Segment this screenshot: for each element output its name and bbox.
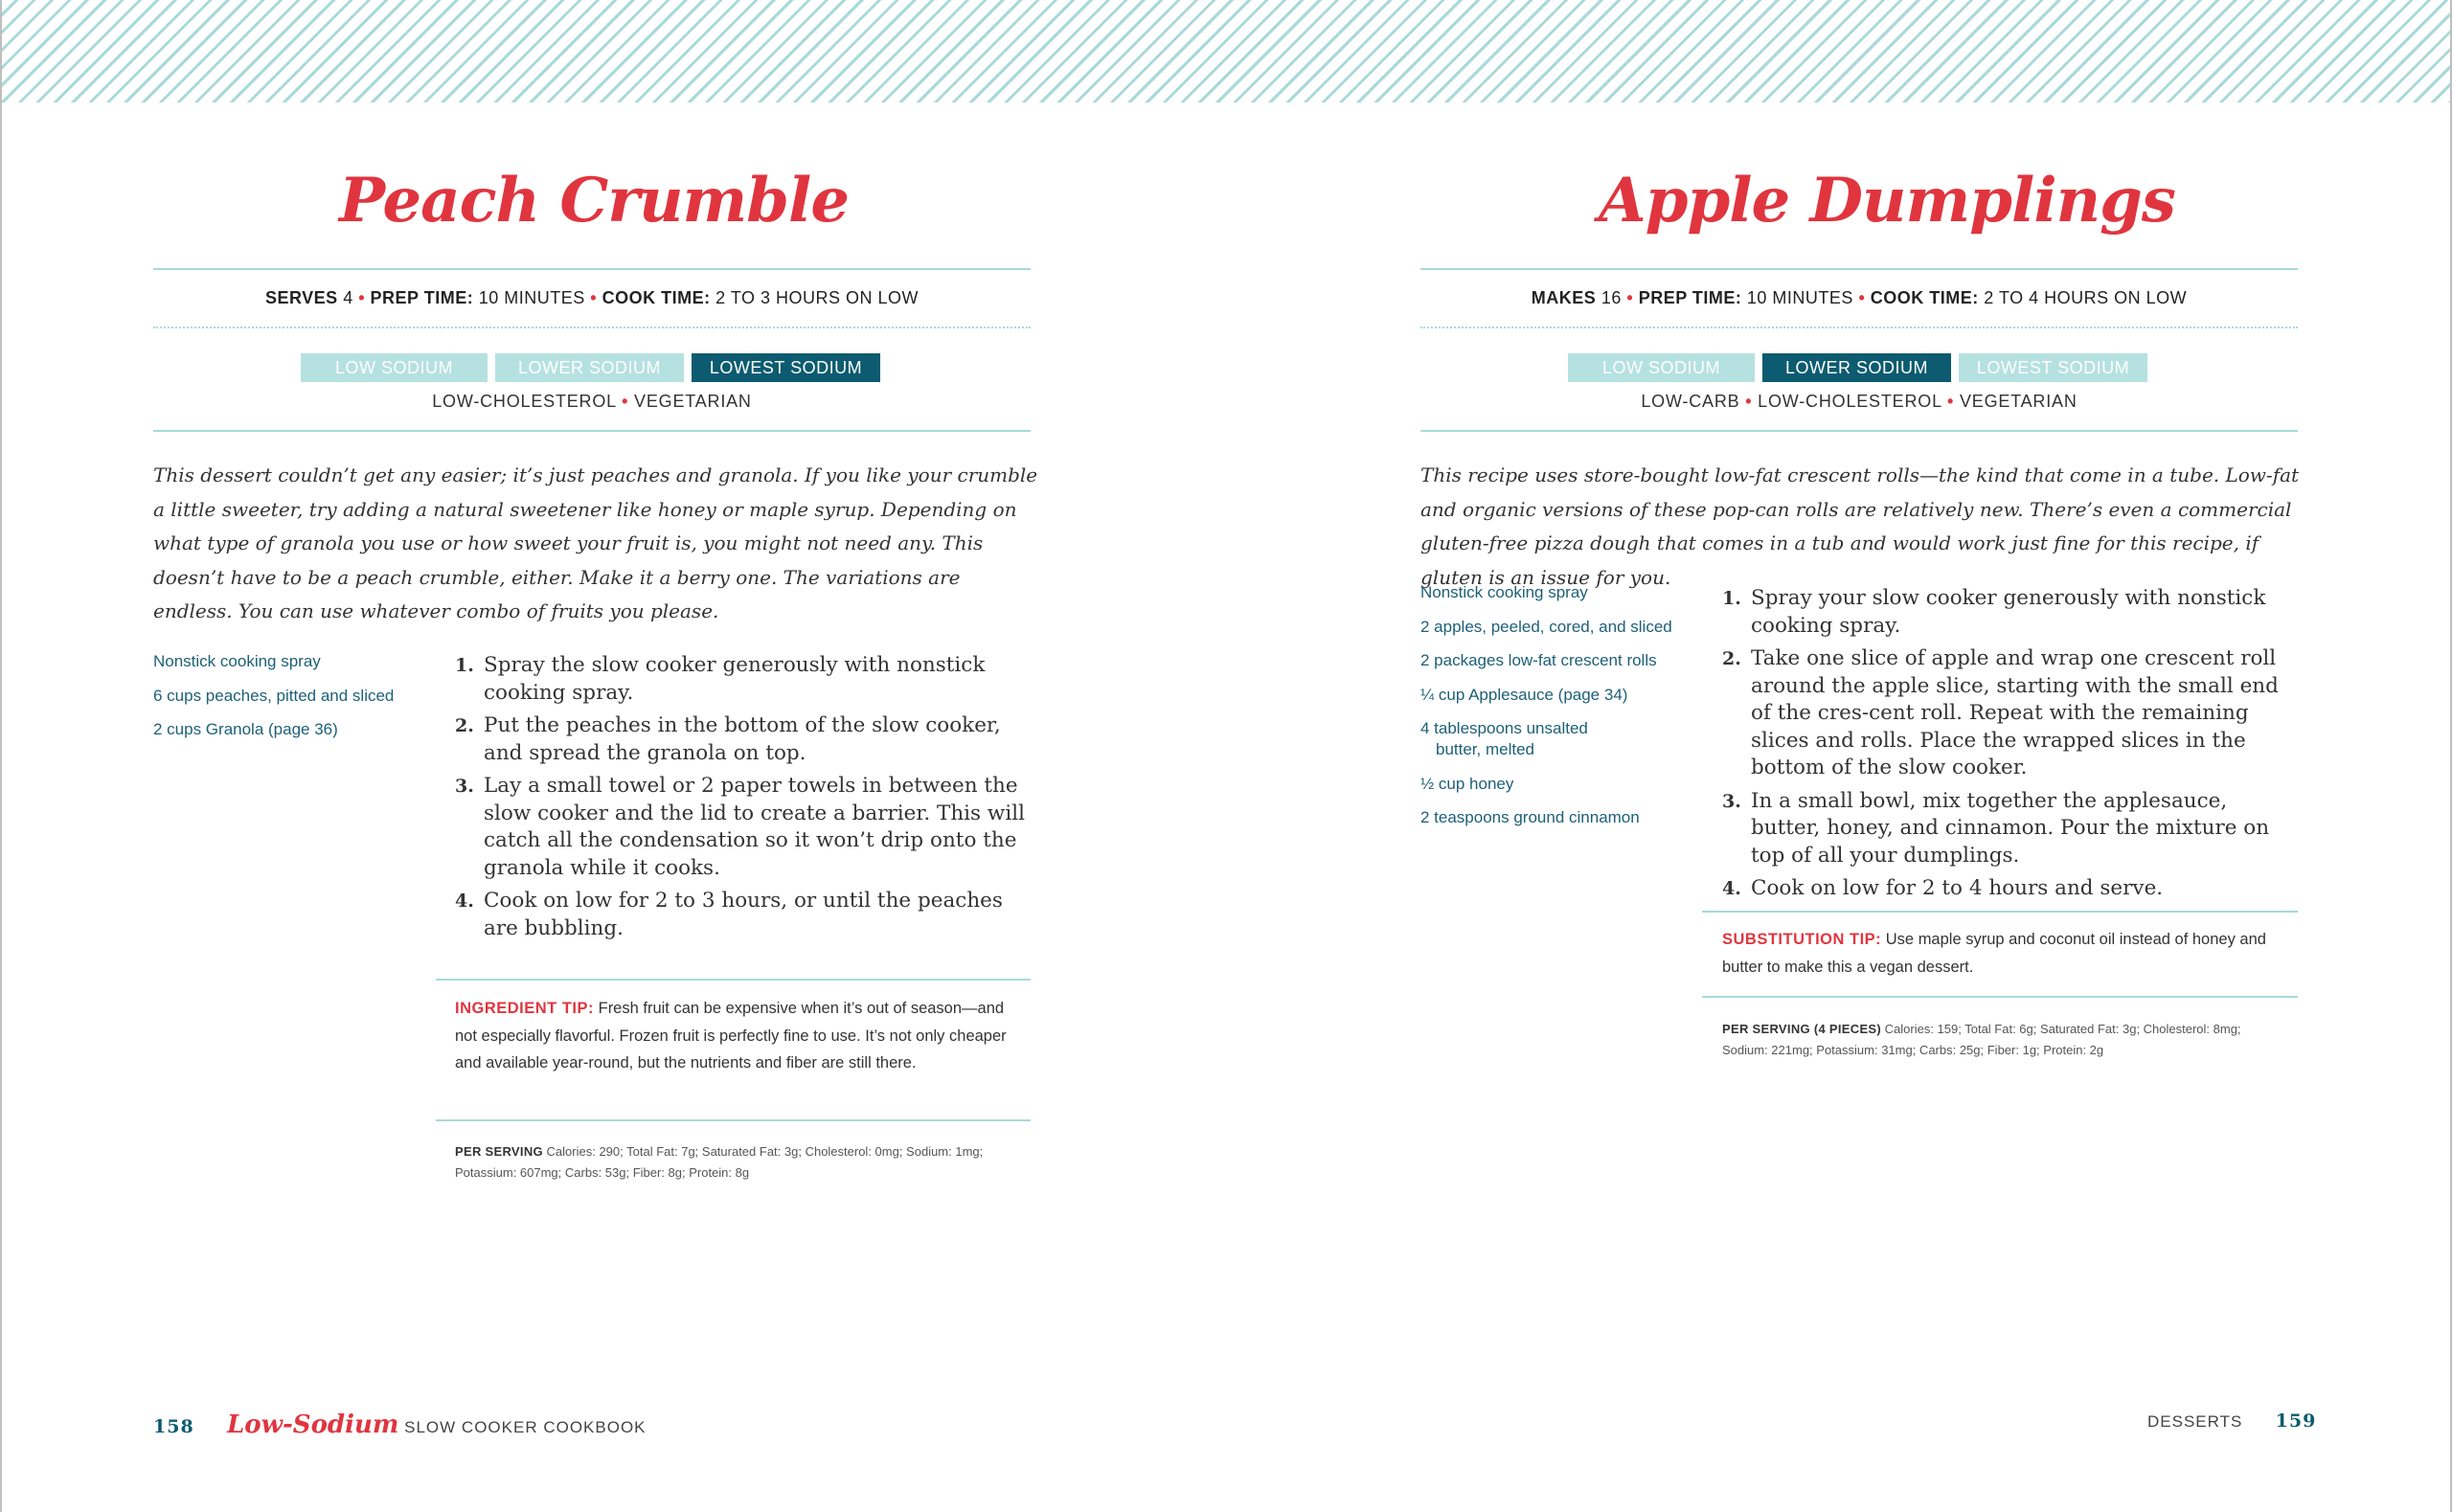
dotted-rule [153, 327, 1031, 328]
ingredient-line: 4 tablespoons unsalted [1420, 719, 1588, 737]
separator-dot: • [590, 288, 598, 307]
top-rule [153, 268, 1031, 270]
tag-low-cholesterol: LOW-CHOLESTEROL [1758, 392, 1942, 411]
step-text: Put the peaches in the bottom of the slow cooker, and spread the granola on top. [484, 713, 1001, 765]
badge-lower-sodium: LOWER SODIUM [495, 353, 684, 382]
separator-dot: • [1745, 392, 1753, 411]
cook-time-value: 2 TO 3 HOURS ON LOW [715, 288, 920, 307]
prep-time-label: PREP TIME: [1638, 288, 1742, 307]
ingredient-item: 2 apples, peeled, cored, and sliced [1420, 617, 1672, 636]
tag-vegetarian: VEGETARIAN [634, 392, 752, 411]
ingredient-list [153, 651, 441, 754]
tip-text: Use maple syrup and coconut oil instead of honey and butter to make this a vegan dessert. [1722, 931, 2266, 976]
ingredient-list [1420, 582, 1708, 842]
step-number: 3. [455, 776, 474, 797]
step-item [455, 712, 1030, 767]
ingredient-item: 6 cups peaches, pitted and sliced [153, 686, 395, 705]
badge-low-sodium: LOW SODIUM [301, 353, 488, 382]
ingredient-item: Nonstick cooking spray [153, 652, 321, 670]
ingredient-item: ½ cup honey [1420, 774, 1514, 793]
separator-dot: • [1858, 288, 1866, 307]
step-list [455, 652, 1030, 948]
step-number: 1. [455, 655, 474, 676]
step-number: 4. [455, 891, 474, 912]
step-item [1722, 875, 2300, 903]
cook-time-label: COOK TIME: [602, 288, 711, 307]
step-text: Spray the slow cooker generously with nonstick cooking spray. [484, 653, 986, 705]
nutrition-text: Calories: 159; Total Fat: 6g; Saturated Fat: 3g; Cholesterol: 8mg; Sodium: 221mg; Potassium: 31mg; Carbs: 25g; Fiber: 1g; Protein: 2g [1722, 1022, 2241, 1057]
step-text: In a small bowl, mix together the applesauce, butter, honey, and cinnamon. Pour the mixture on top of all your dumplings. [1751, 788, 2270, 868]
nutrition-text: Calories: 290; Total Fat: 7g; Saturated Fat: 3g; Cholesterol: 0mg; Sodium: 1mg; Potassium: 607mg; Carbs: 53g; Fiber: 8g; Protein: 8g [455, 1144, 984, 1180]
step-number: 3. [1722, 790, 1741, 812]
makes-value: 16 [1601, 288, 1622, 307]
step-list [1722, 585, 2300, 909]
tip-label: INGREDIENT TIP: [455, 1000, 595, 1017]
step-item [455, 652, 1030, 707]
ingredient-tip [455, 995, 1020, 1077]
step-item [455, 773, 1030, 882]
substitution-tip [1722, 926, 2287, 981]
serves-value: 4 [343, 288, 353, 307]
tag-vegetarian: VEGETARIAN [1959, 392, 2077, 411]
section-name: DESSERTS [2147, 1412, 2243, 1431]
sodium-badges [301, 353, 880, 382]
ingredient-item: 2 cups Granola (page 36) [153, 720, 338, 738]
step-text: Cook on low for 2 to 4 hours and serve. [1751, 876, 2164, 900]
recipe-title: Peach Crumble [338, 165, 850, 237]
step-item [1722, 645, 2300, 782]
left-page [0, 102, 1226, 1512]
separator-dot: • [358, 288, 366, 307]
step-number: 1. [1722, 588, 1741, 609]
ingredient-item [1420, 718, 1708, 760]
dotted-rule [1420, 327, 2298, 328]
tag-low-carb: LOW-CARB [1641, 392, 1740, 411]
step-item [1722, 788, 2300, 870]
nutrition-info [1722, 1019, 2259, 1060]
ingredient-item: 2 packages low-fat crescent rolls [1420, 651, 1657, 669]
ingredient-item: Nonstick cooking spray [1420, 583, 1588, 601]
footer-left [153, 1410, 647, 1439]
badge-lowest-sodium: LOWEST SODIUM [1959, 353, 2147, 382]
page-number: 158 [153, 1416, 194, 1437]
step-text: Take one slice of apple and wrap one crescent roll around the apple slice, starting with the small end of the cres-cent roll. Repeat with the remaining slices and rolls. Place the wrapped slices in the bottom of the slow cooker. [1751, 646, 2279, 779]
tip-text: Fresh fruit can be expensive when it’s out of season—and not especially flavorful. Frozen fruit is perfectly fine to use. It’s not only cheaper and available year-round, but the nutrients and fiber are still there. [455, 1000, 1007, 1072]
prep-time-label: PREP TIME: [370, 288, 474, 307]
step-text: Spray your slow cooker generously with nonstick cooking spray. [1751, 586, 2266, 638]
prep-time-value: 10 MINUTES [478, 288, 585, 307]
sodium-badges [1568, 353, 2147, 382]
intro-paragraph: This recipe uses store-bought low-fat crescent rolls—the kind that come in a tube. Low-fat and organic versions of these pop-can rolls are relatively new. There’s even a commercial gluten-free pizza dough that comes in a tub and would work just fine for this recipe, if gluten is an issue for you. [1420, 463, 2300, 589]
separator-dot: • [622, 392, 629, 411]
step-number: 4. [1722, 878, 1741, 899]
step-number: 2. [455, 715, 474, 736]
brand-logo: Low-Sodium [227, 1410, 399, 1439]
step-item [455, 888, 1030, 942]
recipe-meta [1420, 288, 2298, 308]
step-number: 2. [1722, 648, 1741, 669]
cook-time-value: 2 TO 4 HOURS ON LOW [1984, 288, 2188, 307]
right-page [1226, 102, 2452, 1512]
cook-time-label: COOK TIME: [1870, 288, 1979, 307]
tip-top-rule [436, 979, 1031, 981]
ingredient-item: 2 teaspoons ground cinnamon [1420, 808, 1640, 826]
top-rule [1420, 268, 2298, 270]
page-number: 159 [2275, 1410, 2317, 1432]
serves-label: SERVES [264, 288, 338, 307]
step-text: Lay a small towel or 2 paper towels in between the slow cooker and the lid to create a barrier. This will catch all the condensation so it won’t drip onto the granola while it cooks. [484, 774, 1025, 880]
badge-lower-sodium: LOWER SODIUM [1762, 353, 1951, 382]
prep-time-value: 10 MINUTES [1746, 288, 1853, 307]
diet-tags [153, 392, 1031, 412]
intro-paragraph: This dessert couldn’t get any easier; it’s just peaches and granola. If you like your crumble a little sweeter, try adding a natural sweetener like honey or maple syrup. Depending on what type of granola you use or how sweet your fruit is, you might not need any. This doesn’t have to be a peach crumble, either. Make it a berry one. The variations are endless. You can use whatever combo of fruits you please. [153, 463, 1038, 622]
tip-bottom-rule [1702, 996, 2298, 998]
decorative-hatch-band [0, 0, 2452, 102]
footer-right [2147, 1410, 2316, 1432]
ingredient-item: ¼ cup Applesauce (page 34) [1420, 685, 1628, 704]
ingredient-line: butter, melted [1436, 740, 1535, 758]
makes-label: MAKES [1531, 288, 1597, 307]
recipe-meta [153, 288, 1031, 308]
nutrition-label: PER SERVING (4 PIECES) [1722, 1022, 1882, 1036]
nutrition-label: PER SERVING [455, 1144, 543, 1159]
book-title: SLOW COOKER COOKBOOK [404, 1418, 647, 1436]
tag-low-cholesterol: LOW-CHOLESTEROL [432, 392, 617, 411]
separator-dot: • [1947, 392, 1955, 411]
tip-label: SUBSTITUTION TIP: [1722, 931, 1882, 948]
tip-bottom-rule [436, 1119, 1031, 1121]
diet-tags [1420, 392, 2298, 412]
badge-low-sodium: LOW SODIUM [1568, 353, 1755, 382]
bottom-rule [1420, 430, 2298, 432]
tip-top-rule [1702, 911, 2298, 913]
step-text: Cook on low for 2 to 3 hours, or until the peaches are bubbling. [484, 889, 1003, 940]
badge-lowest-sodium: LOWEST SODIUM [692, 353, 880, 382]
separator-dot: • [1626, 288, 1634, 307]
step-item [1722, 585, 2300, 640]
bottom-rule [153, 430, 1031, 432]
recipe-title: Apple Dumplings [1599, 165, 2175, 237]
nutrition-info [455, 1141, 991, 1183]
